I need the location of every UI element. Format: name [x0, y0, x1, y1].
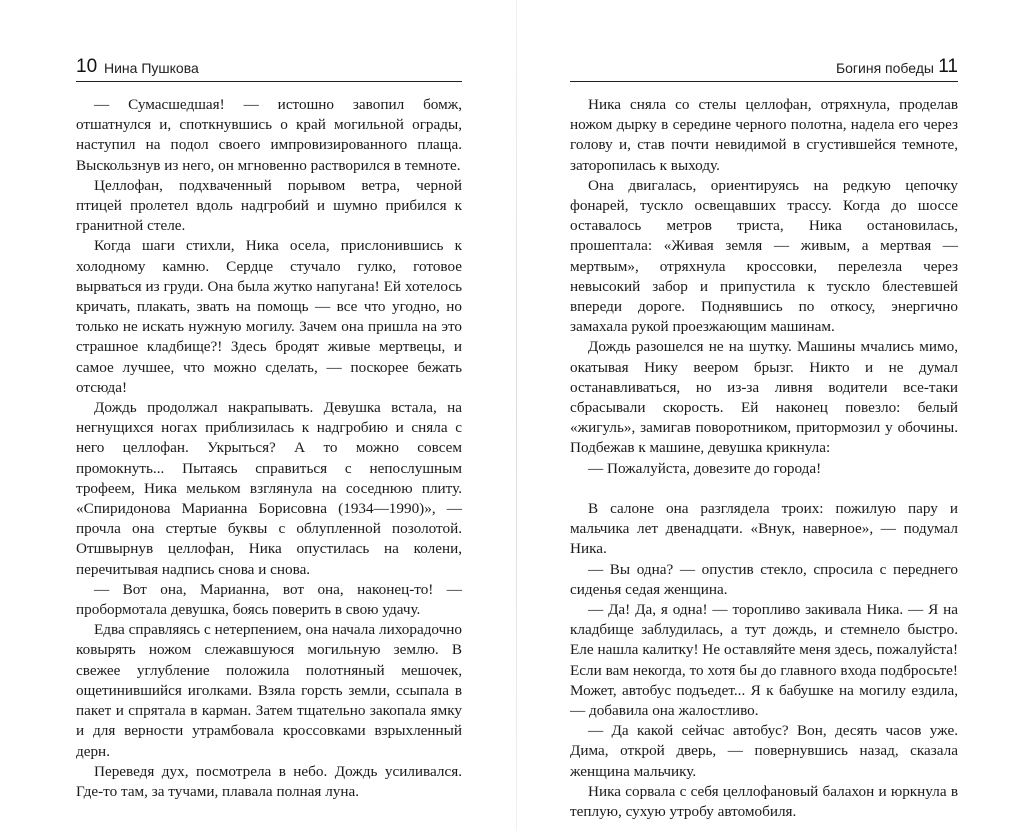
paragraph: — Сумасшедшая! — истошно завопил бомж, отшатнулся и, споткнувшись о край могильной ограды, наступил на подол своего импровизированного плаща. Выскользнув из него, он мгновенно растворился в темноте.	[76, 96, 462, 174]
right-page	[570, 0, 958, 831]
paragraph: Она двигалась, ориентируясь на редкую цепочку фонарей, тускло освещавших трассу. Когда до шоссе оставалось метров триста, Ника остановилась, прошептала: «Живая земля — живым, а мертвая — мертвым», отряхнула кроссовки, перелезла через невысокий забор и припустила к тускло блестевшей впереди дороге. Поднявшись по откосу, энергично замахала рукой проезжающим машинам.	[570, 176, 958, 336]
paragraph: Ника сняла со стелы целлофан, отряхнула, проделав ножом дырку в середине черного полотна, надела его через голову и, став почти невидимой в сгустившейся темноте, заторопилась к выходу.	[570, 96, 958, 174]
paragraph: Целлофан, подхваченный порывом ветра, черной птицей пролетел вдоль надгробий и шумно прибился к гранитной стеле.	[76, 176, 462, 235]
paragraph: Когда шаги стихли, Ника осела, прислонившись к холодному камню. Сердце стучало гулко, готовое вырваться из груди. Она была жутко напугана! Ей хотелось кричать, плакать, звать на помощь — все что угодно, но только не искать нужную могилу. Зачем она пришла на это страшное кладбище?! Здесь бродят живые мертвецы, и самое лучшее, что можно сделать, — поскорее бежать отсюда!	[76, 237, 462, 396]
paragraph: — Вы одна? — опустив стекло, спросила с переднего сиденья седая женщина.	[570, 560, 958, 598]
paragraph: — Да какой сейчас автобус? Вон, десять часов уже. Дима, открой дверь, — повернувшись назад, сказала женщина мальчику.	[570, 722, 958, 780]
body-text-left	[76, 95, 462, 802]
left-page	[76, 0, 462, 831]
paragraph: Едва справляясь с нетерпением, она начала лихорадочно ковырять ножом слежавшуюся могильную землю. В свежее углубление положила полотняный мешочек, ощетинившийся иголками. Взяла горсть земли, ссыпала в пакет и спрятала в карман. Затем тщательно закопала ямку и для верности утрамбовала кроссовками взрыхленный дерн.	[76, 621, 462, 760]
paragraph: Дождь продолжал накрапывать. Девушка встала, на негнущихся ногах приблизилась к надгробию и сняла с него целлофан. Укрыться? А то можно совсем промокнуть... Пытаясь справиться с непослушным трофеем, Ника мельком взглянула на соседнюю плиту. «Спиридонова Марианна Борисовна (1934—1990)», — прочла она стертые буквы с облупленной позолотой. Отшвырнув целлофан, Ника опустилась на колени, перечитывая надпись снова и снова.	[76, 399, 462, 578]
paragraph: Ника сорвала с себя целлофановый балахон и юркнула в теплую, сухую утробу автомобиля.	[570, 782, 958, 821]
paragraph: — Пожалуйста, довезите до города!	[588, 459, 822, 477]
body-text-right	[570, 95, 958, 822]
running-title-book: Богиня победы	[835, 60, 934, 76]
book-gutter	[516, 0, 517, 831]
running-head-left	[76, 55, 462, 82]
paragraph: Переведя дух, посмотрела в небо. Дождь усиливался. Где-то там, за тучами, плавала полная луна.	[76, 762, 462, 800]
paragraph: В салоне она разглядела троих: пожилую пару и мальчика лет двенадцати. «Внук, наверное», — подумал Ника.	[570, 500, 958, 558]
page-number-left: 10	[76, 56, 98, 77]
running-title-author: Нина Пушкова	[104, 60, 199, 76]
paragraph: — Да! Да, я одна! — торопливо закивала Ника. — Я на кладбище заблудилась, а тут дождь, и стемнело быстро. Еле нашла калитку! Не оставляйте меня здесь, пожалуйста! Если вам некогда, то хотя бы до главного входа подбросьте! Может, автобус подъедет... Я к бабушке на могилу ездила, — добавила она жалостливо.	[570, 601, 958, 720]
page-number-right: 11	[938, 56, 958, 77]
paragraph: — Вот она, Марианна, вот она, наконец-то! — пробормотала девушка, боясь поверить в свою удачу.	[76, 580, 462, 619]
paragraph: Дождь разошелся не на шутку. Машины мчались мимо, окатывая Нику веером брызг. Никто и не думал останавливаться, но из-за ливня водители все-таки сбрасывали скорость. Ей наконец повезло: белый «жигуль», замигав поворотником, притормозил у обочины. Подбежав к машине, девушка крикнула:	[570, 338, 958, 457]
running-head-right	[570, 55, 958, 82]
